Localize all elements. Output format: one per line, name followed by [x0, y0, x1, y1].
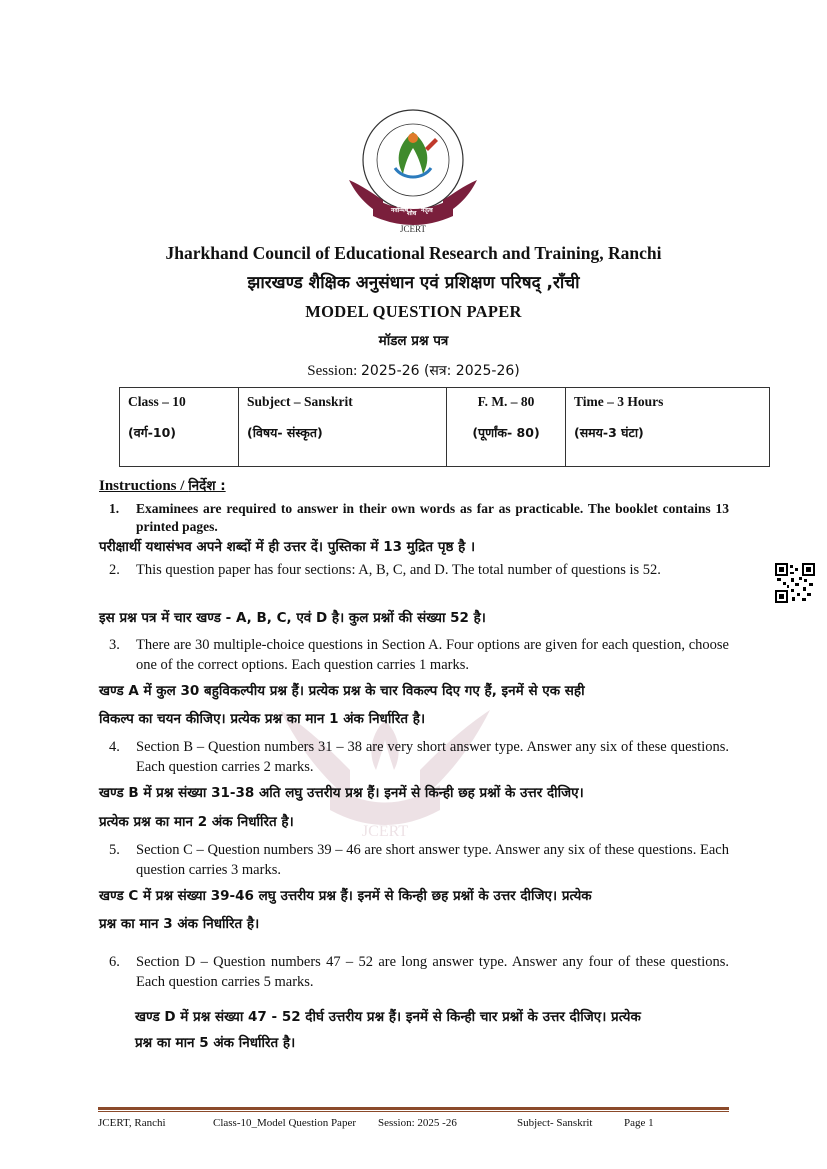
footer-subject: Subject- Sanskrit [517, 1117, 593, 1129]
instruction-text-hindi: प्रत्येक प्रश्न का मान 2 अंक निर्धारित है। [99, 814, 294, 830]
org-name-english: Jharkhand Council of Educational Research and Training, Ranchi [165, 243, 662, 263]
time-label-hindi: (समय-3 घंटा) [574, 425, 644, 440]
full-marks-label: F. M. – 80 [477, 394, 535, 409]
info-table [119, 387, 770, 467]
instruction-text-hindi: खण्ड D में प्रश्न संख्या 47 - 52 दीर्घ उत्तरीय प्रश्न हैं। इनमें से किन्ही चार प्रश्नों के उत्तर दीजिए। प्रत्येक [135, 1009, 641, 1025]
instruction-text-english: Examinees are required to answer in their own words as far as practicable. The booklet contains 13 printed pages. [136, 501, 729, 534]
info-cell-subject [239, 388, 447, 467]
svg-text:JCERT: JCERT [400, 224, 426, 234]
instruction-text-hindi: प्रश्न का मान 3 अंक निर्धारित है। [99, 916, 260, 932]
instruction-text-hindi: खण्ड C में प्रश्न संख्या 39-46 लघु उत्तरीय प्रश्न हैं। इनमें से किन्ही छह प्रश्नों के उत्तर दीजिए। प्रत्येक [99, 888, 592, 904]
instructions-heading-hindi: निर्देश : [188, 478, 226, 494]
full-marks-label-hindi: (पूर्णांक- 80) [472, 425, 540, 440]
instruction-text-english: Section C – Question numbers 39 – 46 are short answer type. Answer any six of these questions. Each question carries 3 marks. [136, 842, 729, 878]
footer-rule-thin [98, 1111, 729, 1112]
instruction-item: 5. Section C – Question numbers 39 – 46 are short answer type. Answer any six of these questions. Each question carries 3 marks. [109, 842, 729, 878]
paper-title: MODEL QUESTION PAPER [305, 302, 522, 321]
instruction-text-english: There are 30 multiple-choice questions in Section A. Four options are given for each question, choose one of the correct options. Each question carries 1 marks. [136, 637, 729, 673]
svg-text:नवोन्मेष: नवोन्मेष [391, 207, 409, 214]
instruction-text-english: Section B – Question numbers 31 – 38 are very short answer type. Answer any six of these questions. Each question carries 2 marks. [136, 739, 729, 775]
svg-text:नेतृत्व: नेतृत्व [421, 207, 433, 214]
class-label: Class – 10 [128, 394, 186, 409]
instruction-item: 3. There are 30 multiple-choice questions in Section A. Four options are given for each question, choose one of the correct options. Each question carries 1 marks. [109, 637, 729, 673]
instruction-item: 4. Section B – Question numbers 31 – 38 are very short answer type. Answer any six of these questions. Each question carries 2 marks. [109, 739, 729, 775]
session-label: Session: [307, 363, 358, 379]
class-label-hindi: (वर्ग-10) [128, 425, 176, 440]
instruction-text-hindi: इस प्रश्न पत्र में चार खण्ड - A, B, C, एवं D है। कुल प्रश्नों की संख्या 52 है। [99, 610, 486, 626]
svg-text:शोध: शोध [407, 210, 417, 217]
org-name-hindi: झारखण्ड शैक्षिक अनुसंधान एवं प्रशिक्षण परिषद् ,राँची [247, 273, 580, 293]
qr-code-icon [775, 563, 815, 603]
info-cell-marks [447, 388, 566, 467]
time-label: Time – 3 Hours [574, 394, 664, 409]
footer-page-number: Page 1 [624, 1117, 654, 1129]
instruction-text-hindi: खण्ड A में कुल 30 बहुविकल्पीय प्रश्न हैं। प्रत्येक प्रश्न के चार विकल्प दिए गए हैं, इनमें से एक सही [99, 683, 585, 699]
info-cell-class [120, 388, 239, 467]
footer-org: JCERT, Ranchi [98, 1117, 166, 1129]
instruction-text-hindi: परीक्षार्थी यथासंभव अपने शब्दों में ही उत्तर दें। पुस्तिका में 13 मुद्रित पृष्ठ है । [99, 539, 476, 555]
svg-text:JCERT: JCERT [361, 823, 409, 840]
paper-title-hindi: मॉडल प्रश्न पत्र [378, 333, 449, 349]
instruction-text-hindi: प्रश्न का मान 5 अंक निर्धारित है। [135, 1035, 296, 1051]
session-value: 2025-26 (सत्र: 2025-26) [361, 363, 520, 379]
instruction-item: 1. Examinees are required to answer in their own words as far as practicable. The booklet contains 13 printed pages. [109, 501, 729, 534]
footer-rule [98, 1107, 729, 1110]
instruction-item: 2. This question paper has four sections: A, B, C, and D. The total number of questions is 52. [109, 560, 729, 580]
footer-paper: Class-10_Model Question Paper [213, 1117, 356, 1129]
instruction-item: 6. Section D – Question numbers 47 – 52 are long answer type. Answer any four of these questions. Each question carries 5 marks. [109, 954, 729, 990]
footer-session: Session: 2025 -26 [378, 1117, 457, 1129]
instruction-text-hindi: विकल्प का चयन कीजिए। प्रत्येक प्रश्न का मान 1 अंक निर्धारित है। [99, 711, 426, 727]
instructions-heading: Instructions / निर्देश : [99, 478, 226, 494]
session-line [0, 361, 827, 380]
jcert-logo-icon [343, 108, 483, 238]
subject-label-hindi: (विषय- संस्कृत) [247, 425, 323, 440]
instruction-text-english: This question paper has four sections: A, B, C, and D. The total number of questions is 52. [136, 562, 661, 578]
info-cell-time [566, 388, 770, 467]
instruction-text-hindi: खण्ड B में प्रश्न संख्या 31-38 अति लघु उत्तरीय प्रश्न हैं। इनमें से किन्ही छह प्रश्नों के उत्तर दीजिए। [99, 785, 584, 801]
subject-label: Subject – Sanskrit [247, 394, 353, 409]
instruction-text-english: Section D – Question numbers 47 – 52 are long answer type. Answer any four of these questions. Each question carries 5 marks. [136, 954, 729, 990]
